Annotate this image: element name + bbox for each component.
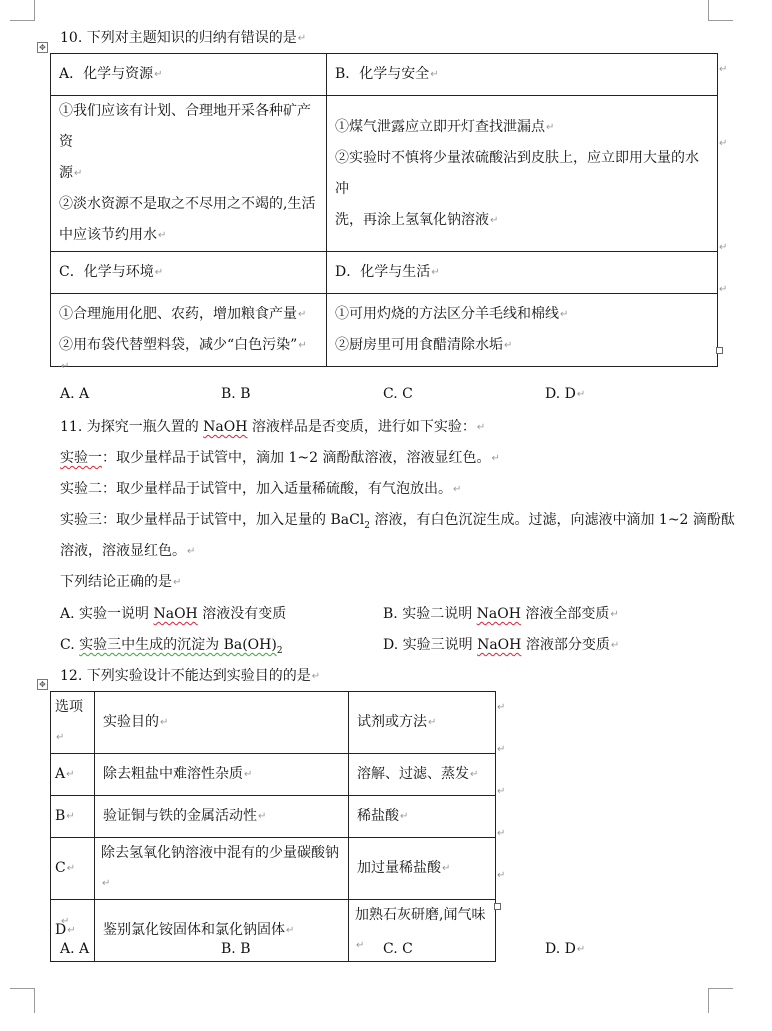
- q10-cell-d-head: D．化学与生活↵: [327, 252, 718, 294]
- q12-stem: 12. 下列实验设计不能达到实验目的的是↵: [60, 668, 321, 684]
- q11-option-a: A. 实验一说明 NaOH 溶液没有变质: [60, 606, 287, 622]
- table-move-handle-icon[interactable]: ✥: [37, 42, 48, 53]
- q12-options: [60, 941, 700, 961]
- q10-stem: 10. 下列对主题知识的归纳有错误的是↵: [60, 30, 307, 46]
- q11-option-c: C. 实验三中生成的沉淀为 $Ba(OH)_2$: [60, 637, 283, 656]
- table-resize-handle[interactable]: [494, 903, 501, 910]
- table-row: D↵ 鉴别氯化铵固体和氯化钠固体↵ 加熟石灰研磨,闻气味↵: [51, 900, 496, 962]
- q12-header-purpose: 实验目的↵: [95, 692, 349, 754]
- q12-table: [50, 691, 496, 962]
- q11-experiment-1: 实验一：取少量样品于试管中，滴加 1~2 滴酚酞溶液，溶液显红色。↵: [60, 450, 500, 466]
- table-resize-handle[interactable]: [716, 347, 723, 354]
- crop-mark-top-left: [10, 0, 35, 21]
- q11-option-d: D. 实验三说明 NaOH 溶液部分变质↵: [383, 637, 620, 653]
- q10-option-c: C. C: [383, 386, 413, 402]
- crop-mark-top-right: [708, 0, 733, 21]
- q12-header-option: 选项↵: [51, 692, 95, 754]
- q10-table: [50, 53, 718, 367]
- table-row: B↵ 验证铜与铁的金属活动性↵ 稀盐酸↵: [51, 796, 496, 838]
- q11-experiment-3: 实验三：取少量样品于试管中，加入足量的 BaCl$_2$ 溶液，有白色沉淀生成。过滤，向滤液中滴加 1~2 滴酚酞: [60, 512, 735, 531]
- q11-experiment-2: 实验二：取少量样品于试管中，加入适量稀硫酸，有气泡放出。↵: [60, 481, 462, 497]
- q10-cell-c-head: C．化学与环境↵: [51, 252, 327, 294]
- paragraph-mark-icon: ↵: [297, 33, 307, 44]
- q11-experiment-3-cont: 溶液，溶液显红色。↵: [60, 543, 196, 559]
- table-row: C↵ 除去氢氧化钠溶液中混有的少量碳酸钠↵ 加过量稀盐酸↵: [51, 838, 496, 900]
- q10-cell-d-body: ①可用灼烧的方法区分羊毛线和棉线↵ ②厨房里可用食醋清除水垢↵: [327, 294, 718, 367]
- q10-cell-a-head: A．化学与资源↵: [51, 54, 327, 96]
- q12-header-method: 试剂或方法↵: [349, 692, 496, 754]
- crop-mark-bottom-left: [10, 988, 35, 1013]
- q11-conclusion: 下列结论正确的是↵: [60, 574, 182, 590]
- q12-option-c: C. C: [383, 941, 413, 957]
- empty-paragraph: ↵: [61, 916, 70, 927]
- q12-option-b: B. B: [221, 941, 251, 957]
- q11-options-row-1: [60, 603, 700, 623]
- q10-cell-c-body: ①合理施用化肥、农药，增加粮食产量↵ ②用布袋代替塑料袋，减少“白色污染”↵: [51, 294, 327, 367]
- q11-stem: 11. 为探究一瓶久置的 NaOH 溶液样品是否变质，进行如下实验：↵: [60, 419, 486, 435]
- q10-options: [60, 386, 700, 406]
- table-row: A↵ 除去粗盐中难溶性杂质↵ 溶解、过滤、蒸发↵: [51, 754, 496, 796]
- q10-cell-a-body: ①我们应该有计划、合理地开采各种矿产资 源↵ ②淡水资源不是取之不尽用之不竭的,生活 中应该节约用水↵: [51, 96, 327, 252]
- q11-options-row-2: [60, 634, 700, 654]
- q10-cell-b-body: ①煤气泄露应立即开灯查找泄漏点↵ ②实验时不慎将少量浓硫酸沾到皮肤上，应立即用大量的水冲 洗，再涂上氢氧化钠溶液↵: [327, 96, 718, 252]
- q10-option-b: B. B: [221, 386, 251, 402]
- q12-option-a: A. A: [60, 941, 90, 957]
- q10-option-a: A. A: [60, 386, 90, 402]
- crop-mark-bottom-right: [708, 988, 733, 1013]
- q12-option-d: D. D↵: [545, 941, 586, 957]
- empty-paragraph: ↵: [61, 361, 70, 372]
- q12-header-row: [51, 692, 496, 754]
- table-move-handle-icon[interactable]: ✥: [37, 679, 48, 690]
- q11-option-b: B. 实验二说明 NaOH 溶液全部变质↵: [383, 606, 619, 622]
- q10-cell-b-head: B．化学与安全↵: [327, 54, 718, 96]
- q10-option-d: D. D↵: [545, 386, 586, 402]
